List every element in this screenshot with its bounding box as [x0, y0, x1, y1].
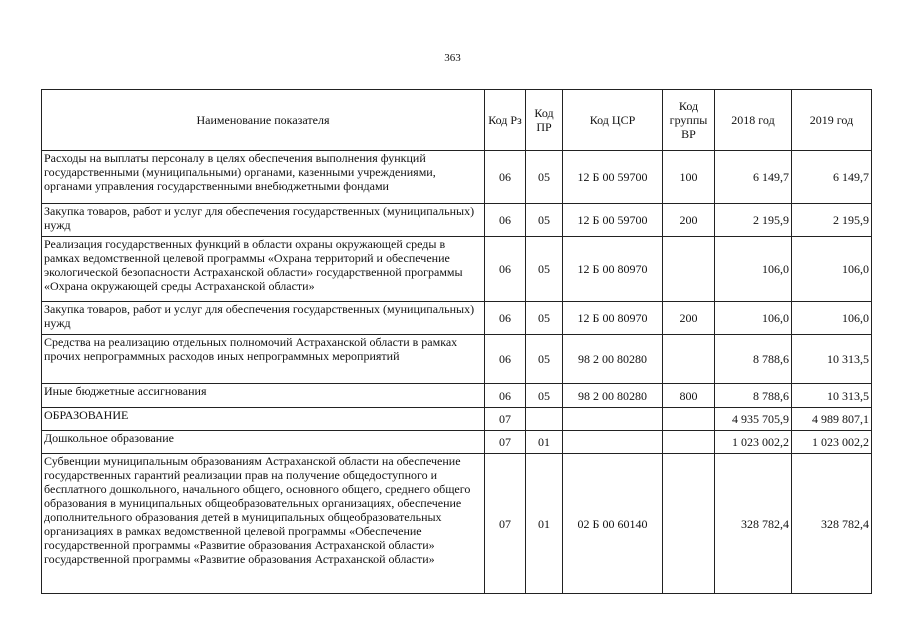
row-2018: 328 782,4 [715, 454, 792, 594]
row-rz: 06 [485, 151, 526, 204]
header-2018: 2018 год [715, 90, 792, 151]
row-vr [663, 335, 715, 384]
row-name: ОБРАЗОВАНИЕ [42, 408, 485, 431]
row-vr [663, 454, 715, 594]
row-name: Реализация государственных функций в области охраны окружающей среды в рамках ведомственной целевой программы «Охрана территорий и обеспечение экологической безопасности Астраханской области» государственной программы «Охрана окружающей среды Астраханской области» [42, 237, 485, 302]
budget-table [41, 89, 872, 594]
row-pr: 01 [526, 431, 563, 454]
row-pr: 05 [526, 237, 563, 302]
row-vr: 800 [663, 384, 715, 408]
row-rz: 07 [485, 454, 526, 594]
row-name: Иные бюджетные ассигнования [42, 384, 485, 408]
row-2018: 106,0 [715, 302, 792, 335]
row-name: Дошкольное образование [42, 431, 485, 454]
header-row [42, 90, 872, 151]
row-2018: 8 788,6 [715, 384, 792, 408]
row-vr [663, 431, 715, 454]
row-vr: 200 [663, 302, 715, 335]
row-rz: 06 [485, 335, 526, 384]
row-pr: 05 [526, 384, 563, 408]
row-csr: 12 Б 00 59700 [563, 151, 663, 204]
table-row [42, 151, 872, 204]
row-2019: 6 149,7 [792, 151, 872, 204]
table-row [42, 431, 872, 454]
header-rz: Код Рз [485, 90, 526, 151]
row-2018: 8 788,6 [715, 335, 792, 384]
row-2018: 2 195,9 [715, 204, 792, 237]
row-name: Закупка товаров, работ и услуг для обеспечения государственных (муниципальных) нужд [42, 302, 485, 335]
row-pr: 05 [526, 204, 563, 237]
table-row [42, 335, 872, 384]
table-row [42, 454, 872, 594]
row-name: Средства на реализацию отдельных полномочий Астраханской области в рамках прочих непрограммных расходов иных непрограммных мероприятий [42, 335, 485, 384]
row-pr: 05 [526, 151, 563, 204]
row-csr: 02 Б 00 60140 [563, 454, 663, 594]
row-rz: 07 [485, 408, 526, 431]
row-vr [663, 408, 715, 431]
table-row [42, 204, 872, 237]
row-rz: 06 [485, 384, 526, 408]
row-csr: 98 2 00 80280 [563, 335, 663, 384]
row-2019: 10 313,5 [792, 384, 872, 408]
row-rz: 06 [485, 302, 526, 335]
row-csr [563, 431, 663, 454]
table-row [42, 384, 872, 408]
row-csr: 98 2 00 80280 [563, 384, 663, 408]
table-row [42, 408, 872, 431]
row-2019: 2 195,9 [792, 204, 872, 237]
row-pr: 05 [526, 302, 563, 335]
header-name: Наименование показателя [42, 90, 485, 151]
row-2019: 4 989 807,1 [792, 408, 872, 431]
row-name: Расходы на выплаты персоналу в целях обеспечения выполнения функций государственными (муниципальными) органами, казенными учреждениями, органами управления государственными внебюджетными фондами [42, 151, 485, 204]
row-2018: 106,0 [715, 237, 792, 302]
row-2018: 6 149,7 [715, 151, 792, 204]
row-vr [663, 237, 715, 302]
row-2018: 1 023 002,2 [715, 431, 792, 454]
row-pr: 01 [526, 454, 563, 594]
row-2019: 1 023 002,2 [792, 431, 872, 454]
header-vr: Код группы ВР [663, 90, 715, 151]
row-rz: 06 [485, 237, 526, 302]
page-number: 363 [444, 52, 461, 64]
table-row [42, 302, 872, 335]
row-rz: 06 [485, 204, 526, 237]
row-csr: 12 Б 00 80970 [563, 302, 663, 335]
row-vr: 200 [663, 204, 715, 237]
row-pr [526, 408, 563, 431]
row-2019: 10 313,5 [792, 335, 872, 384]
row-name: Закупка товаров, работ и услуг для обеспечения государственных (муниципальных) нужд [42, 204, 485, 237]
header-2019: 2019 год [792, 90, 872, 151]
row-rz: 07 [485, 431, 526, 454]
table-row [42, 237, 872, 302]
row-csr: 12 Б 00 80970 [563, 237, 663, 302]
row-2019: 328 782,4 [792, 454, 872, 594]
row-2018: 4 935 705,9 [715, 408, 792, 431]
row-csr [563, 408, 663, 431]
row-pr: 05 [526, 335, 563, 384]
row-2019: 106,0 [792, 302, 872, 335]
row-vr: 100 [663, 151, 715, 204]
row-2019: 106,0 [792, 237, 872, 302]
row-csr: 12 Б 00 59700 [563, 204, 663, 237]
row-name: Субвенции муниципальным образованиям Астраханской области на обеспечение государственных гарантий реализации прав на получение общедоступного и бесплатного дошкольного, начального общего, основного общего, среднего общего образования в муниципальных общеобразовательных организациях, обеспечение дополнительного образования детей в муниципальных общеобразовательных организациях в рамках ведомственной целевой программы «Обеспечение государственной программы «Развитие образования Астраханской области» государственной программы «Развитие образования Астраханской области» [42, 454, 485, 594]
header-pr: Код ПР [526, 90, 563, 151]
header-csr: Код ЦСР [563, 90, 663, 151]
